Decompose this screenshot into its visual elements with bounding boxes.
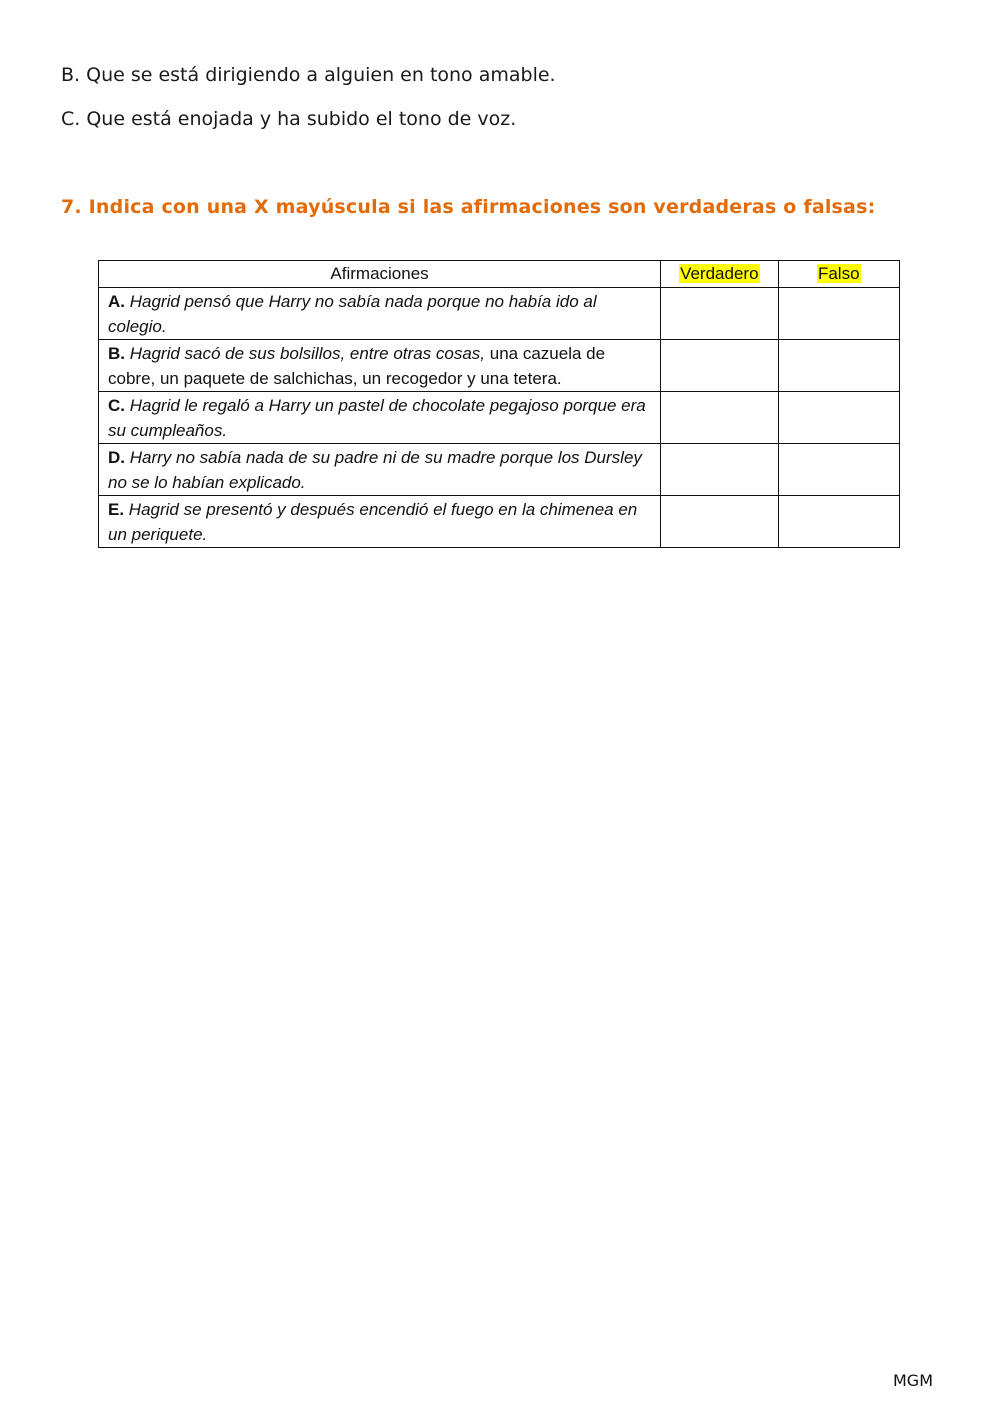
answer-b-false-cell[interactable] [778, 340, 899, 392]
statement-text-italic: Harry no sabía nada de su padre ni de su madre porque los Dursley no se lo habían explicado. [108, 448, 642, 492]
table-header-row [99, 261, 900, 288]
table-row [99, 340, 900, 392]
header-statements [99, 261, 661, 288]
table-row [99, 288, 900, 340]
author-initials: MGM [893, 1371, 934, 1390]
header-false [778, 261, 899, 288]
answer-d-false-cell[interactable] [778, 444, 899, 496]
header-false-label: Falso [817, 264, 860, 283]
statement-text-italic: Hagrid pensó que Harry no sabía nada porque no había ido al colegio. [108, 292, 597, 336]
header-true-label: Verdadero [680, 264, 759, 283]
statement-letter: C. [108, 396, 125, 415]
statement-e [99, 496, 661, 548]
statement-letter: D. [108, 448, 125, 467]
statement-a [99, 288, 661, 340]
statement-text-italic: Hagrid sacó de sus bolsillos, entre otras cosas, [125, 344, 486, 363]
answer-a-false-cell[interactable] [778, 288, 899, 340]
statement-text-italic: Hagrid le regaló a Harry un pastel de chocolate pegajoso porque era su cumpleaños. [108, 396, 646, 440]
answer-d-true-cell[interactable] [661, 444, 778, 496]
true-false-table [98, 260, 900, 548]
answer-e-true-cell[interactable] [661, 496, 778, 548]
statement-d [99, 444, 661, 496]
answer-a-true-cell[interactable] [661, 288, 778, 340]
statement-letter: A. [108, 292, 125, 311]
answer-b-true-cell[interactable] [661, 340, 778, 392]
table-row [99, 444, 900, 496]
table-row [99, 496, 900, 548]
answer-e-false-cell[interactable] [778, 496, 899, 548]
statement-b [99, 340, 661, 392]
statement-letter: E. [108, 500, 125, 519]
option-b-text: B. Que se está dirigiendo a alguien en tono amable. [61, 64, 556, 86]
answer-c-false-cell[interactable] [778, 392, 899, 444]
table-row [99, 392, 900, 444]
question-7-title: 7. Indica con una X mayúscula si las afirmaciones son verdaderas o falsas: [61, 196, 876, 218]
answer-c-true-cell[interactable] [661, 392, 778, 444]
statement-letter: B. [108, 344, 125, 363]
header-true [661, 261, 778, 288]
statement-text-normal: una cazuela de cobre, un paquete de salchichas, un recogedor y una tetera. [108, 344, 606, 388]
option-c-text: C. Que está enojada y ha subido el tono de voz. [61, 108, 517, 130]
header-statements-label: Afirmaciones [330, 264, 429, 283]
statement-text-italic: Hagrid se presentó y después encendió el fuego en la chimenea en un periquete. [108, 500, 638, 544]
statement-c [99, 392, 661, 444]
